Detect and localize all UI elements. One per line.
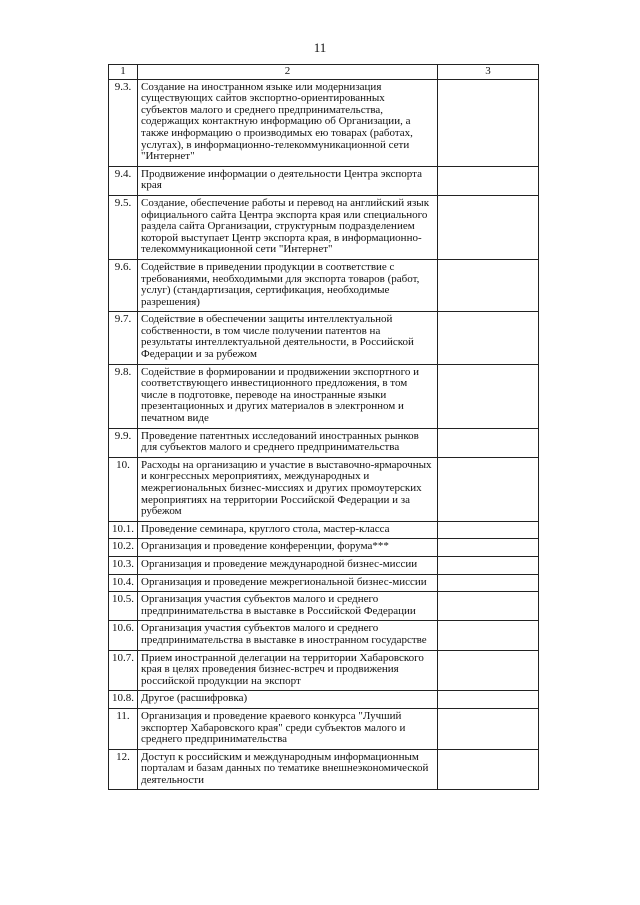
column-header-1: 1 — [109, 65, 138, 80]
table-row — [109, 428, 539, 457]
row-number: 11. — [109, 708, 138, 749]
table-row — [109, 708, 539, 749]
row-value — [438, 621, 539, 650]
table-row — [109, 364, 539, 428]
table-row — [109, 574, 539, 592]
row-number: 9.4. — [109, 166, 138, 195]
row-description: Создание на иностранном языке или модернизация существующих сайтов экспортно-ориентированных субъектов малого и среднего предпринимательства, содержащих контактную информацию об Организации, а также информацию о производимых ею товарах (работах, услугах), в информационно-телекоммуникационной сети "Интернет" — [138, 79, 438, 166]
row-description: Проведение патентных исследований иностранных рынков для субъектов малого и среднего предпринимательства — [138, 428, 438, 457]
row-value — [438, 539, 539, 557]
row-number: 9.5. — [109, 195, 138, 259]
table-row — [109, 259, 539, 311]
row-number: 10.2. — [109, 539, 138, 557]
row-value — [438, 195, 539, 259]
row-number: 10.6. — [109, 621, 138, 650]
table-row — [109, 79, 539, 166]
row-number: 10.1. — [109, 521, 138, 539]
row-value — [438, 312, 539, 364]
row-value — [438, 592, 539, 621]
row-value — [438, 457, 539, 521]
row-number: 10.8. — [109, 691, 138, 709]
row-value — [438, 79, 539, 166]
table-row — [109, 521, 539, 539]
table-row — [109, 556, 539, 574]
row-value — [438, 166, 539, 195]
row-description: Прием иностранной делегации на территории Хабаровского края в целях проведения бизнес-встреч и продвижения российской продукции на экспорт — [138, 650, 438, 691]
table-body — [109, 79, 539, 790]
row-description: Продвижение информации о деятельности Центра экспорта края — [138, 166, 438, 195]
row-description: Организация и проведение международной бизнес-миссии — [138, 556, 438, 574]
page-number: 11 — [313, 40, 327, 55]
row-description: Проведение семинара, круглого стола, мастер-класса — [138, 521, 438, 539]
row-value — [438, 556, 539, 574]
row-number: 10.5. — [109, 592, 138, 621]
row-number: 10. — [109, 457, 138, 521]
row-value — [438, 691, 539, 709]
row-description: Содействие в формировании и продвижении экспортного и соответствующего инвестиционного предложения, в том числе в подготовке, переводе на иностранные языки презентационных и других материалов в электронном и печатном виде — [138, 364, 438, 428]
row-number: 9.6. — [109, 259, 138, 311]
row-number: 10.3. — [109, 556, 138, 574]
row-number: 9.7. — [109, 312, 138, 364]
table-row — [109, 195, 539, 259]
row-description: Содействие в приведении продукции в соответствие с требованиями, необходимыми для экспорта товаров (работ, услуг) (стандартизация, сертификация, необходимые разрешения) — [138, 259, 438, 311]
table-row — [109, 457, 539, 521]
row-number: 9.3. — [109, 79, 138, 166]
row-description: Организация и проведение краевого конкурса "Лучший экспортер Хабаровского края" среди субъектов малого и среднего предпринимательства — [138, 708, 438, 749]
column-header-2: 2 — [138, 65, 438, 80]
table-row — [109, 749, 539, 790]
row-value — [438, 259, 539, 311]
table-header-row — [109, 65, 539, 80]
row-description: Расходы на организацию и участие в выставочно-ярмарочных и конгрессных мероприятиях, международных и межрегиональных бизнес-миссиях и других промоутерских мероприятиях на территории Российской Федерации и за рубежом — [138, 457, 438, 521]
row-value — [438, 650, 539, 691]
row-value — [438, 364, 539, 428]
table-row — [109, 539, 539, 557]
row-number: 12. — [109, 749, 138, 790]
table-row — [109, 621, 539, 650]
row-value — [438, 574, 539, 592]
row-description: Организация участия субъектов малого и среднего предпринимательства в выставке в Российской Федерации — [138, 592, 438, 621]
table-row — [109, 650, 539, 691]
row-value — [438, 521, 539, 539]
row-description: Организация участия субъектов малого и среднего предпринимательства в выставке в иностранном государстве — [138, 621, 438, 650]
table-row — [109, 312, 539, 364]
row-description: Создание, обеспечение работы и перевод на английский язык официального сайта Центра экспорта края или специального раздела сайта Организации, структурным подразделением которой выступает Центр экспорта края, в информационно-телекоммуникационной сети "Интернет" — [138, 195, 438, 259]
row-number: 9.8. — [109, 364, 138, 428]
row-value — [438, 708, 539, 749]
row-number: 9.9. — [109, 428, 138, 457]
table-row — [109, 592, 539, 621]
row-description: Содействие в обеспечении защиты интеллектуальной собственности, в том числе получении патентов на результаты интеллектуальной деятельности, в Российской Федерации и за рубежом — [138, 312, 438, 364]
row-number: 10.4. — [109, 574, 138, 592]
row-description: Организация и проведение конференции, форума*** — [138, 539, 438, 557]
row-description: Доступ к российским и международным информационным порталам и базам данных по тематике внешнеэкономической деятельности — [138, 749, 438, 790]
column-header-3: 3 — [438, 65, 539, 80]
table-row — [109, 166, 539, 195]
row-number: 10.7. — [109, 650, 138, 691]
row-value — [438, 749, 539, 790]
row-value — [438, 428, 539, 457]
row-description: Другое (расшифровка) — [138, 691, 438, 709]
row-description: Организация и проведение межрегиональной бизнес-миссии — [138, 574, 438, 592]
expense-table — [108, 64, 539, 790]
table-row — [109, 691, 539, 709]
